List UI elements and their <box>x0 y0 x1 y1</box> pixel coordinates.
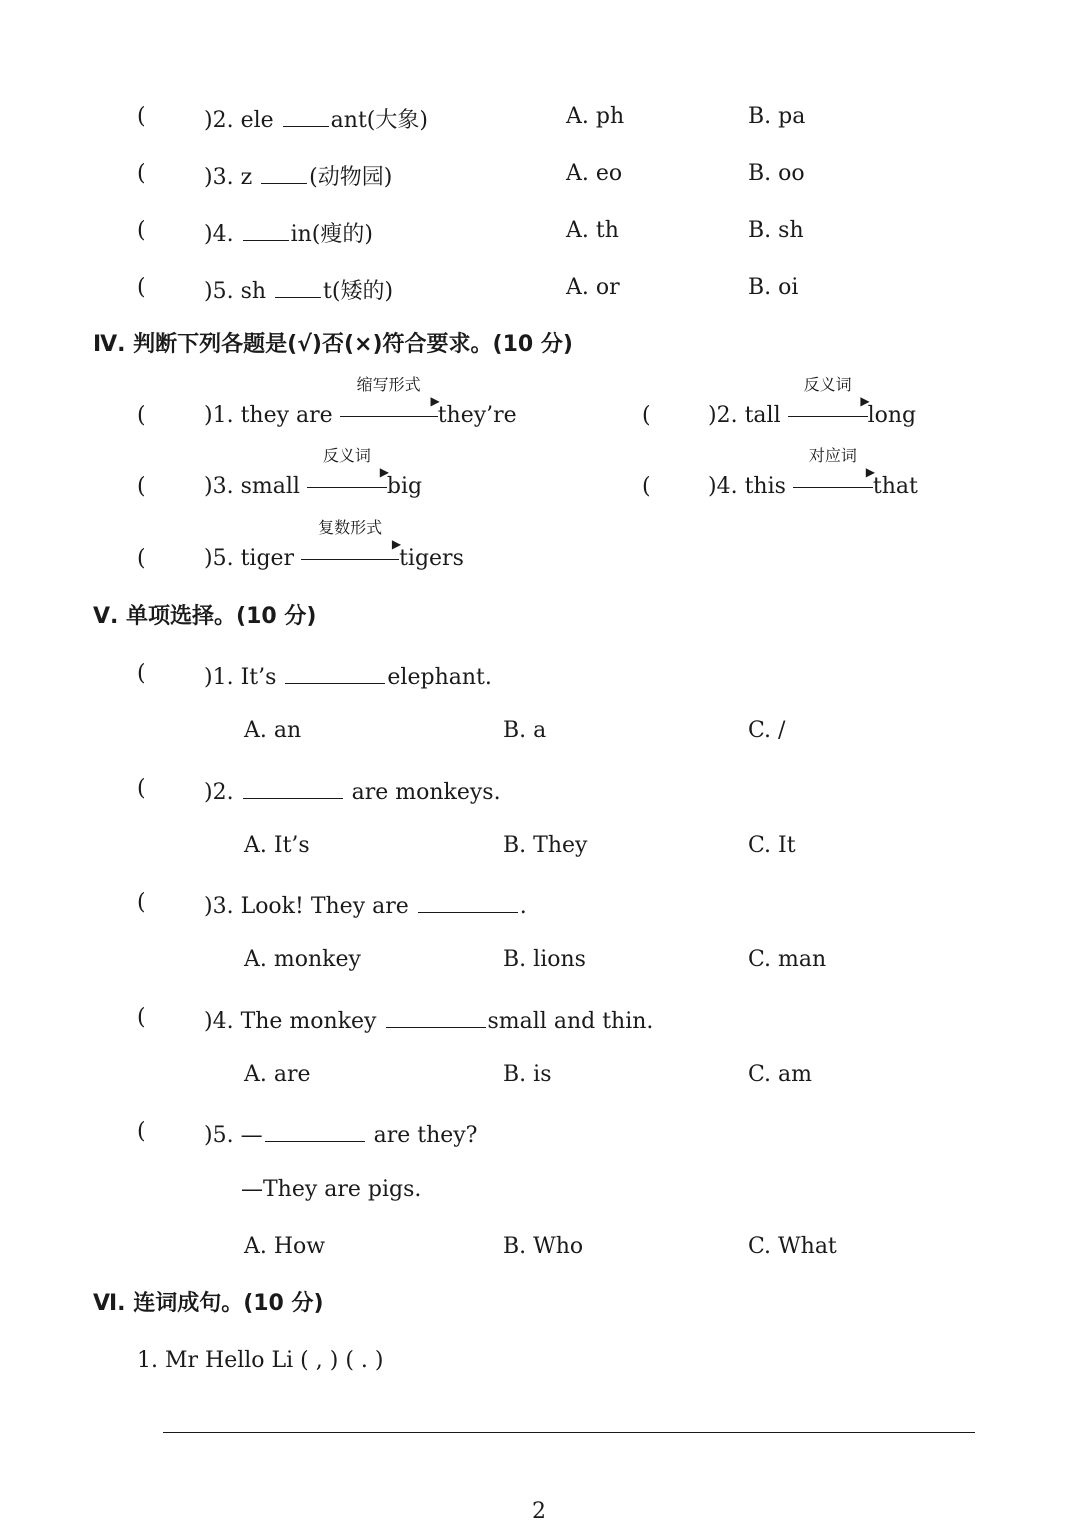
answer-paren[interactable]: ( <box>137 275 146 300</box>
arrow-icon: 复数形式 ▶ <box>301 548 399 570</box>
option-b[interactable]: B. oo <box>748 161 805 186</box>
arrow-icon: 对应词 ▶ <box>793 476 873 498</box>
arrow-icon: 反义词 ▶ <box>307 476 387 498</box>
judge-item-3: )3. small 反义词 ▶ big <box>204 446 423 499</box>
option-c[interactable]: C. / <box>748 718 786 743</box>
answer-paren[interactable]: ( <box>642 403 651 428</box>
fill-blank[interactable] <box>283 106 329 127</box>
option-b[interactable]: B. lions <box>503 947 586 972</box>
fill-blank[interactable] <box>243 778 343 799</box>
answer-paren[interactable]: ( <box>137 474 146 499</box>
question-2: )2. ele ant(大象) <box>204 108 428 133</box>
arrow-icon: 反义词 ▶ <box>788 405 868 427</box>
fill-blank[interactable] <box>418 892 518 913</box>
option-b[interactable]: B. oi <box>748 275 799 300</box>
question-3: )3. z (动物园) <box>204 165 393 190</box>
answer-paren[interactable]: ( <box>137 1119 146 1144</box>
mc-question-2: )2. are monkeys. <box>204 780 501 805</box>
option-a[interactable]: A. How <box>244 1234 326 1259</box>
answer-paren[interactable]: ( <box>137 161 146 186</box>
mc-question-4: )4. The monkey small and thin. <box>204 1009 654 1034</box>
option-a[interactable]: A. are <box>244 1062 311 1087</box>
fill-blank[interactable] <box>275 277 321 298</box>
answer-paren[interactable]: ( <box>137 661 146 686</box>
answer-paren[interactable]: ( <box>642 474 651 499</box>
answer-line[interactable] <box>163 1432 975 1433</box>
option-b[interactable]: B. Who <box>503 1234 584 1259</box>
section5-heading: Ⅴ. 单项选择。(10 分) <box>93 604 317 629</box>
answer-paren[interactable]: ( <box>137 403 146 428</box>
section6-heading: Ⅵ. 连词成句。(10 分) <box>93 1291 324 1316</box>
mc-question-3: )3. Look! They are . <box>204 894 527 919</box>
answer-paren[interactable]: ( <box>137 776 146 801</box>
question-5: )5. sh t(矮的) <box>204 279 394 304</box>
fill-blank[interactable] <box>261 163 307 184</box>
option-b[interactable]: B. They <box>503 833 588 858</box>
option-a[interactable]: A. It’s <box>244 833 310 858</box>
option-b[interactable]: B. is <box>503 1062 552 1087</box>
option-b[interactable]: B. pa <box>748 104 806 129</box>
page-number: 2 <box>532 1499 546 1524</box>
option-a[interactable]: A. monkey <box>244 947 361 972</box>
option-a[interactable]: A. or <box>566 275 620 300</box>
option-c[interactable]: C. What <box>748 1234 837 1259</box>
judge-item-2: )2. tall 反义词 ▶ long <box>708 375 917 428</box>
fill-blank[interactable] <box>285 663 385 684</box>
fill-blank[interactable] <box>243 220 289 241</box>
option-b[interactable]: B. sh <box>748 218 804 243</box>
answer-paren[interactable]: ( <box>137 890 146 915</box>
option-a[interactable]: A. eo <box>566 161 623 186</box>
option-c[interactable]: C. man <box>748 947 827 972</box>
option-a[interactable]: A. ph <box>566 104 625 129</box>
answer-paren[interactable]: ( <box>137 1005 146 1030</box>
option-a[interactable]: A. th <box>566 218 619 243</box>
judge-item-1: )1. they are 缩写形式 ▶ they’re <box>204 375 517 428</box>
word-order-item-1: 1. Mr Hello Li ( , ) ( . ) <box>137 1348 384 1373</box>
option-c[interactable]: C. am <box>748 1062 813 1087</box>
answer-paren[interactable]: ( <box>137 546 146 571</box>
judge-item-5: )5. tiger 复数形式 ▶ tigers <box>204 518 464 571</box>
option-a[interactable]: A. an <box>244 718 302 743</box>
dialogue-answer: —They are pigs. <box>241 1177 422 1202</box>
fill-blank[interactable] <box>386 1007 486 1028</box>
mc-question-5: )5. — are they? <box>204 1123 478 1148</box>
question-4: )4. in(瘦的) <box>204 222 373 247</box>
answer-paren[interactable]: ( <box>137 218 146 243</box>
option-c[interactable]: C. It <box>748 833 796 858</box>
arrow-icon: 缩写形式 ▶ <box>340 405 438 427</box>
mc-question-1: )1. It’s elephant. <box>204 665 492 690</box>
answer-paren[interactable]: ( <box>137 104 146 129</box>
judge-item-4: )4. this 对应词 ▶ that <box>708 446 918 499</box>
fill-blank[interactable] <box>265 1121 365 1142</box>
option-b[interactable]: B. a <box>503 718 547 743</box>
section4-heading: Ⅳ. 判断下列各题是(√)否(×)符合要求。(10 分) <box>93 332 573 357</box>
